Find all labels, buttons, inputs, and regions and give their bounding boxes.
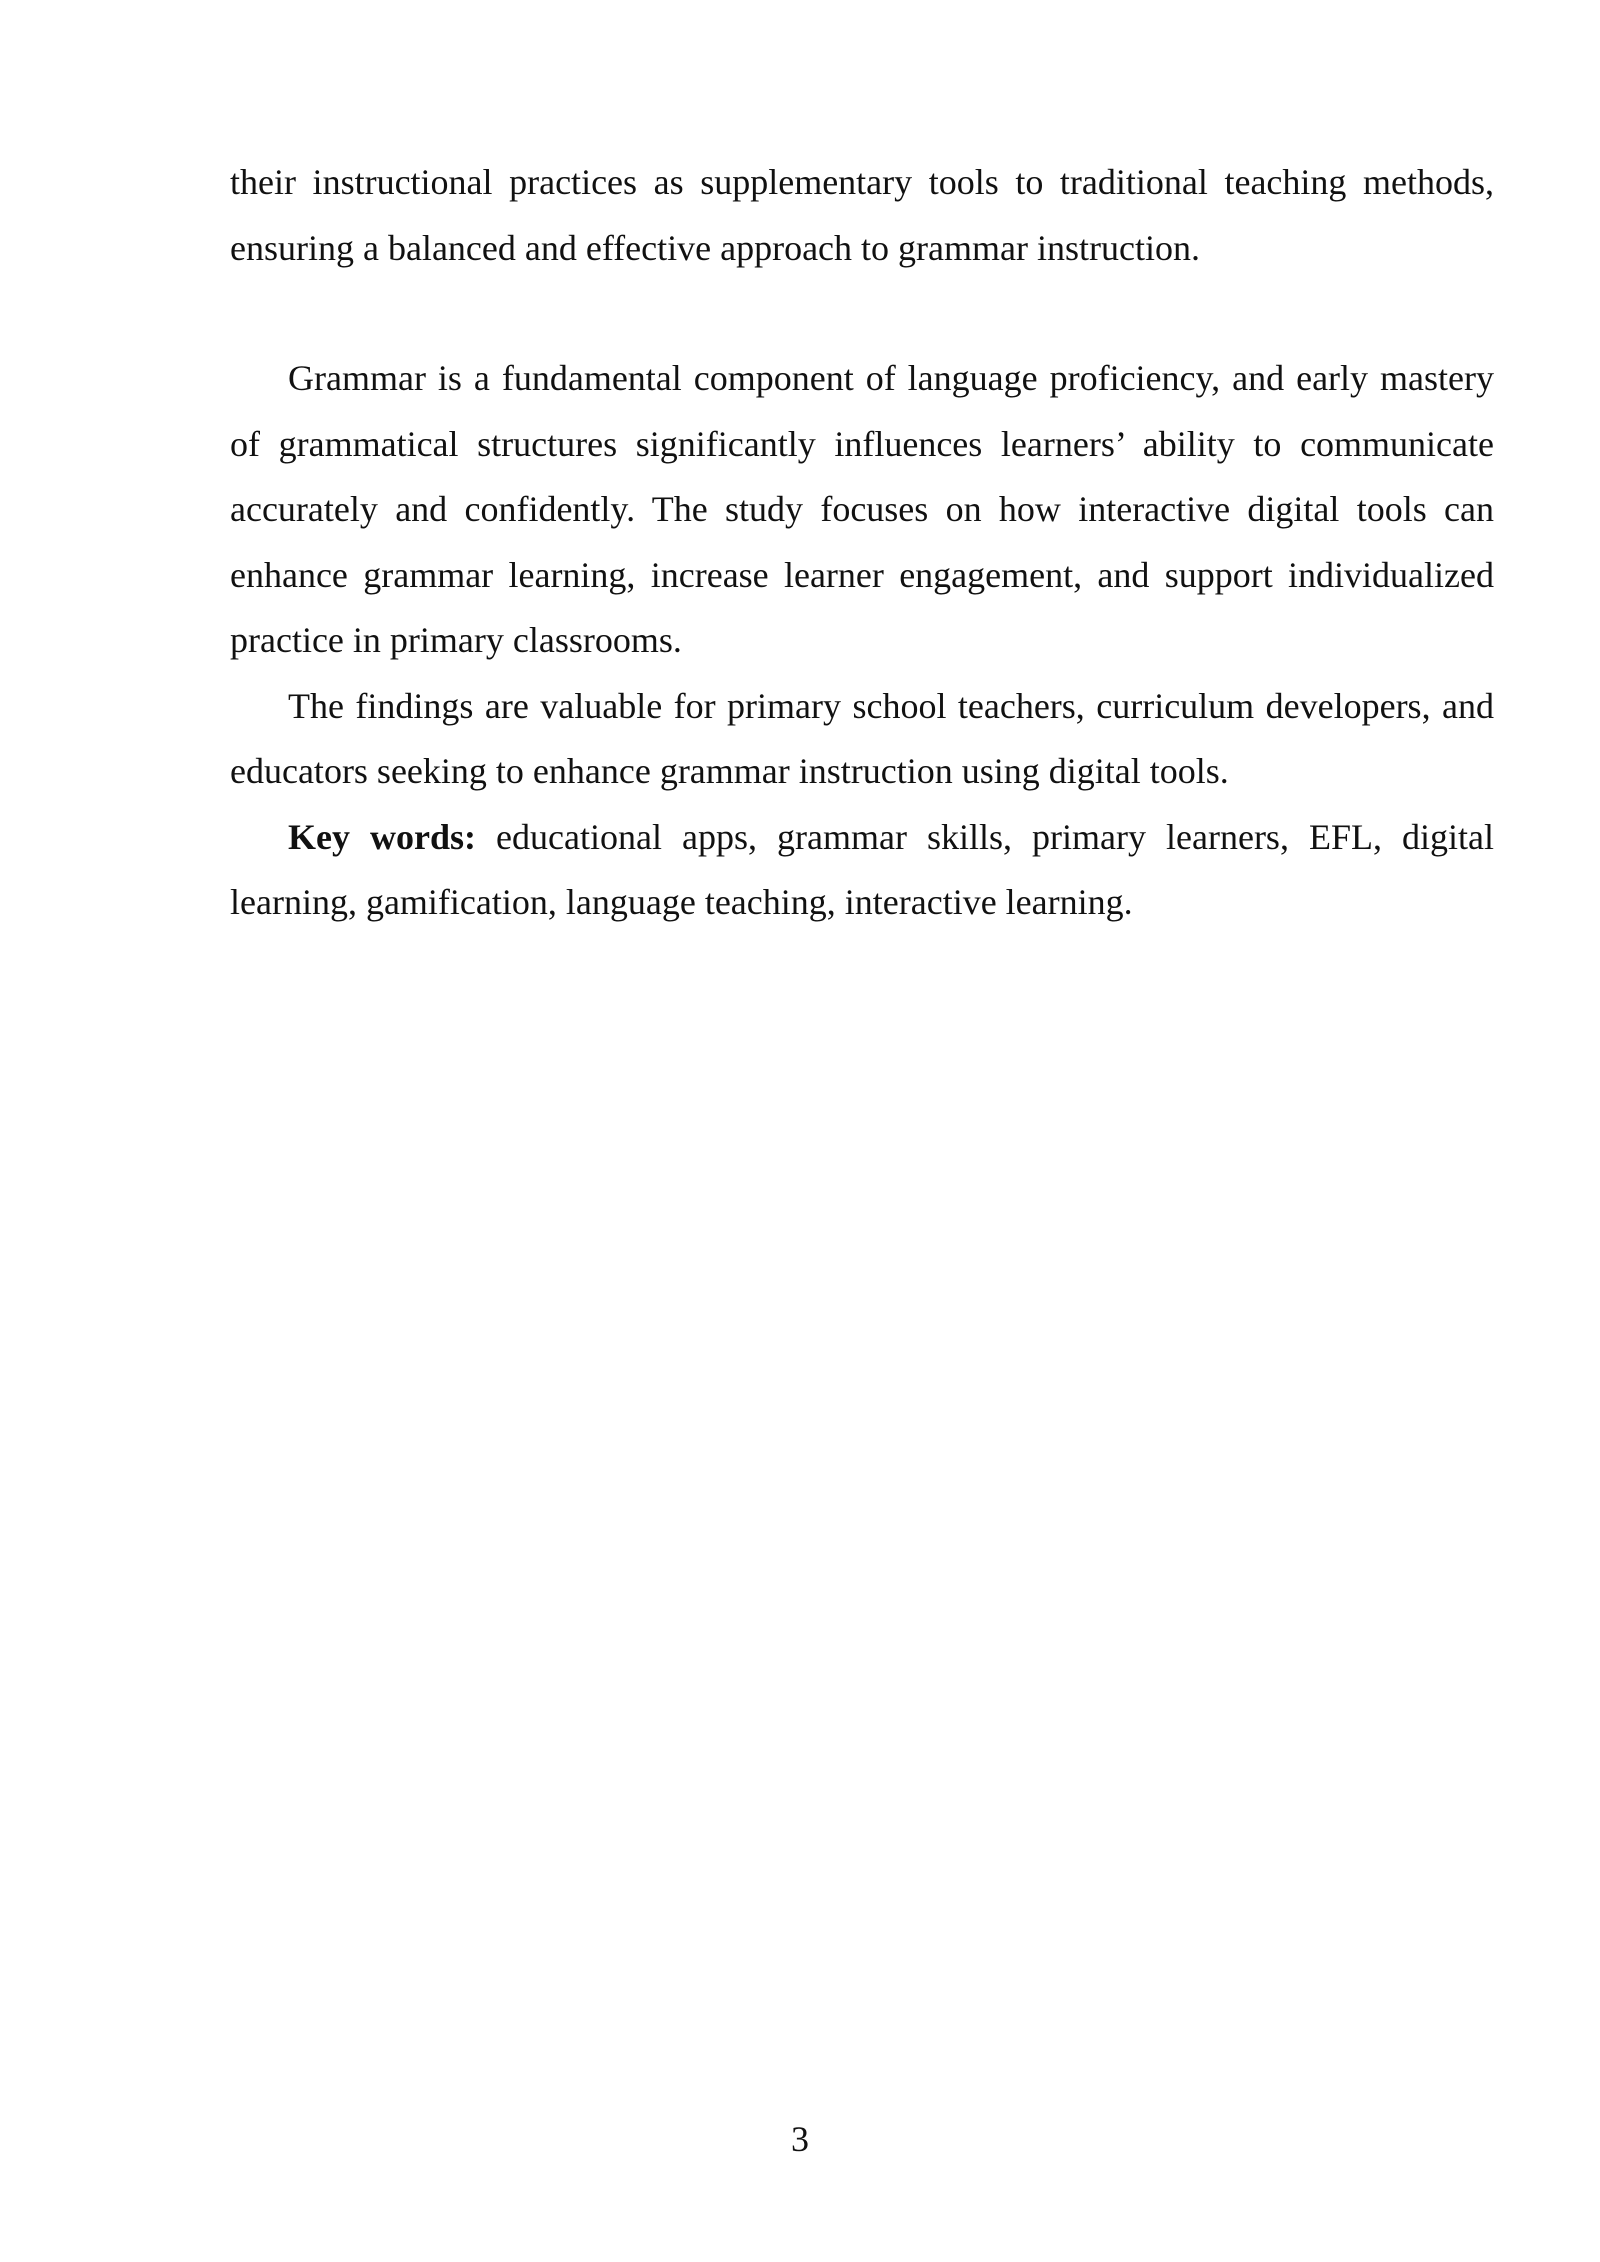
keywords-paragraph bbox=[230, 805, 1494, 936]
keywords-label: Key words: bbox=[288, 816, 477, 857]
page-number: 3 bbox=[791, 2119, 809, 2159]
paragraph-findings: The findings are valuable for primary school teachers, curriculum developers, and educators seeking to enhance grammar instruction using digital tools. bbox=[230, 685, 1494, 791]
paragraph-continuation: their instructional practices as supplementary tools to traditional teaching methods, ensuring a balanced and effective approach to grammar instruction. bbox=[230, 162, 1494, 268]
paragraph-grammar-importance: Grammar is a fundamental component of language proficiency, and early mastery of grammatical structures significantly influences learners’ ability to communicate accurately and confidently. The study focuses on how interactive digital tools can enhance grammar learning, increase learner engagement, and support individualized practice in primary classrooms. bbox=[230, 358, 1494, 660]
body-text bbox=[230, 150, 1494, 936]
keywords-text: educational apps, grammar skills, primary learners, EFL, digital learning, gamification, language teaching, interactive learning. bbox=[230, 816, 1494, 922]
